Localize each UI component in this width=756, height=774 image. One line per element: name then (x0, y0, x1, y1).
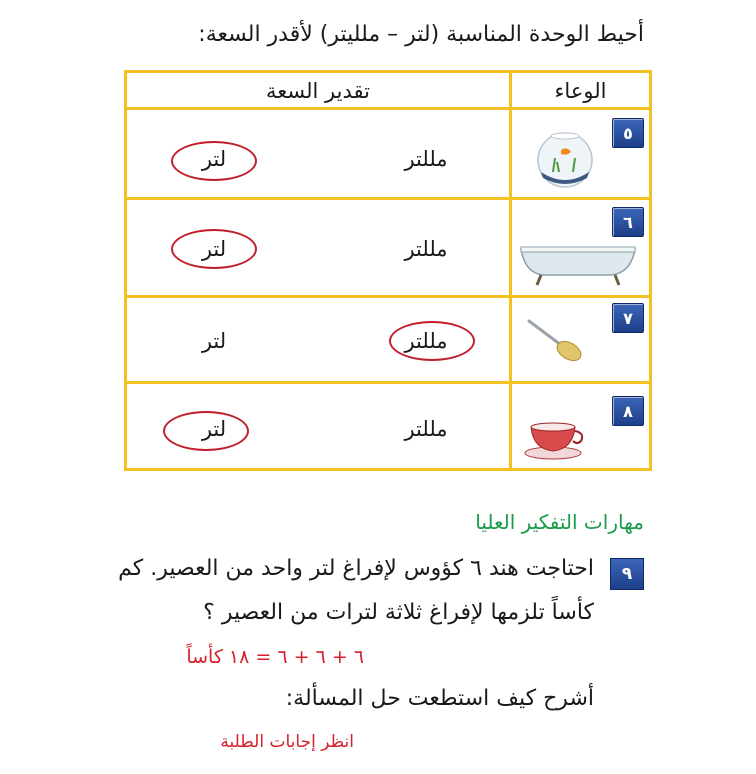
question-text-line2: كأساً تلزمها لإفراغ ثلاثة لترات من العصير ؟ (203, 600, 594, 625)
teacup-icon (523, 417, 589, 461)
answer-circle (171, 229, 257, 269)
spoon-icon (527, 319, 587, 367)
answer-equation: ٦ + ٦ + ٦ = ١٨ كأساً (186, 646, 364, 668)
capacity-table (124, 70, 652, 471)
fishbowl-icon (535, 128, 595, 190)
explain-prompt: أشرح كيف استطعت حل المسألة: (285, 686, 594, 711)
unit-liter[interactable]: لتر (201, 237, 227, 261)
unit-liter[interactable]: لتر (201, 147, 227, 171)
unit-milliliter[interactable]: مللتر (404, 237, 448, 261)
header-estimate: تقدير السعة (266, 79, 370, 103)
unit-milliliter[interactable]: مللتر (404, 417, 448, 441)
unit-milliliter[interactable]: مللتر (404, 147, 448, 171)
teacher-note: انظر إجابات الطلبة (220, 732, 354, 752)
row-number-badge: ٦ (612, 207, 644, 237)
row-number-badge: ٧ (612, 303, 644, 333)
unit-milliliter[interactable]: مللتر (404, 329, 448, 353)
table-row-divider (127, 381, 649, 384)
unit-liter[interactable]: لتر (201, 417, 227, 441)
answer-circle (171, 141, 257, 181)
question-text-line1: احتاجت هند ٦ كؤوس لإفراغ لتر واحد من العصير. كم (118, 556, 594, 581)
section-heading: مهارات التفكير العليا (475, 510, 644, 534)
bathtub-icon (519, 241, 637, 287)
unit-liter[interactable]: لتر (201, 329, 227, 353)
table-row-divider (127, 295, 649, 298)
answer-circle (163, 411, 249, 451)
instruction-text: أحيط الوحدة المناسبة (لتر – ملليتر) لأقدر السعة: (198, 22, 644, 47)
row-number-badge: ٥ (612, 118, 644, 148)
header-container: الوعاء (554, 79, 607, 103)
answer-circle (389, 321, 475, 361)
table-row-divider (127, 197, 649, 200)
question-number-badge: ٩ (610, 558, 644, 590)
table-column-divider (509, 73, 512, 468)
row-number-badge: ٨ (612, 396, 644, 426)
